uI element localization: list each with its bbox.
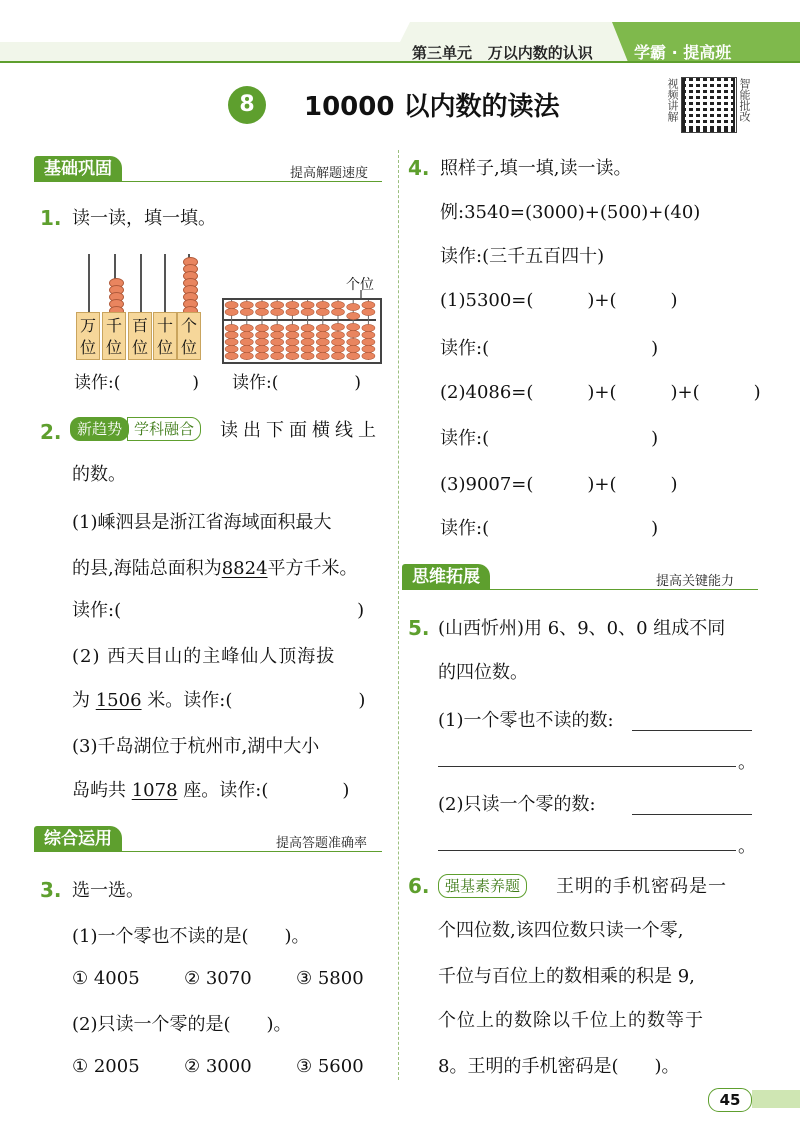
q2-text-1: 读出下面横线上 xyxy=(220,420,381,441)
suanpan-bead xyxy=(271,352,284,359)
suanpan-bead xyxy=(332,331,345,338)
qr-right-label: 智能批改 xyxy=(738,78,751,122)
number-8824: 8824 xyxy=(221,558,268,579)
q6-number: 6. xyxy=(408,874,430,898)
suanpan-bead xyxy=(362,338,375,345)
qr-code[interactable] xyxy=(681,77,737,133)
brand-label: 学霸 · 提高班 xyxy=(634,43,732,62)
number-1078: 1078 xyxy=(131,780,178,801)
suanpan-bead xyxy=(256,308,269,315)
suanpan-bead xyxy=(332,352,345,359)
q4-p3: (3)9007=( )+( ) xyxy=(440,474,678,495)
foundation-literacy-tag: 强基素养题 xyxy=(438,874,527,898)
suanpan-bead xyxy=(240,308,253,315)
suanpan-bead xyxy=(332,301,345,308)
q3-s1-option-2[interactable]: ② 3070 xyxy=(184,968,252,989)
q4-p3-read: 读作:( ) xyxy=(440,518,659,539)
q3-number: 3. xyxy=(40,878,62,902)
suanpan-bead xyxy=(256,352,269,359)
page-number: 45 xyxy=(708,1088,752,1112)
q2-number: 2. xyxy=(40,420,62,444)
suanpan-bead xyxy=(240,324,253,331)
suanpan-bead xyxy=(256,338,269,345)
suanpan-bead xyxy=(347,303,360,310)
suanpan-bead xyxy=(362,352,375,359)
suanpan-bead xyxy=(271,301,284,308)
suanpan-bead xyxy=(286,324,299,331)
suanpan-bead xyxy=(316,308,329,315)
subject-fusion-tag: 学科融合 xyxy=(127,417,201,441)
q4-p1: (1)5300=( )+( ) xyxy=(440,290,678,311)
section-extend-line xyxy=(402,589,758,590)
header-unit xyxy=(412,42,593,63)
suanpan-bead xyxy=(256,324,269,331)
suanpan-bead xyxy=(256,345,269,352)
suanpan-bead xyxy=(347,323,360,330)
new-trend-tag: 新趋势 xyxy=(70,417,129,441)
q5-number: 5. xyxy=(408,616,430,640)
section-extend-sub: 提高关键能力 xyxy=(656,574,735,589)
qr-left-label: 视频讲解 xyxy=(666,78,679,122)
q2-p3a: (3)千岛湖位于杭州市,湖中大小 xyxy=(72,736,320,757)
suanpan-bead xyxy=(347,345,360,352)
suanpan-bead xyxy=(240,301,253,308)
ones-label: 个位 xyxy=(346,277,374,293)
q3-s2-option-3[interactable]: ③ 5600 xyxy=(296,1056,364,1077)
suanpan-bead xyxy=(347,312,360,319)
section-extend-tag: 思维拓展 xyxy=(402,564,490,590)
suanpan-bead xyxy=(332,345,345,352)
suanpan-bead xyxy=(362,345,375,352)
suanpan-bead xyxy=(286,331,299,338)
q2-p2b: 为 1506 米。读作:( ) xyxy=(72,690,366,711)
q2-tags xyxy=(70,417,201,441)
suanpan-bead xyxy=(225,301,238,308)
suanpan-bead xyxy=(240,345,253,352)
suanpan-bead xyxy=(301,324,314,331)
q4-example-read: 读作:(三千五百四十) xyxy=(440,246,605,267)
suanpan-bead xyxy=(271,324,284,331)
suanpan-abacus xyxy=(218,270,388,366)
counting-abacus xyxy=(74,254,204,362)
suanpan-bead xyxy=(225,352,238,359)
q3-text: 选一选。 xyxy=(72,880,144,901)
q6-line3: 千位与百位上的数相乘的积是 9, xyxy=(438,966,695,987)
q4-example: 例:3540=(3000)+(500)+(40) xyxy=(440,202,701,223)
q5-s2-end: 。 xyxy=(738,836,756,857)
suanpan-bead xyxy=(286,352,299,359)
q1-number: 1. xyxy=(40,206,62,230)
suanpan-bead xyxy=(301,338,314,345)
suanpan-bead xyxy=(301,352,314,359)
place-tens: 十 位 xyxy=(153,312,177,360)
suanpan-bead xyxy=(301,308,314,315)
suanpan-bead xyxy=(316,324,329,331)
section-basic-tag: 基础巩固 xyxy=(34,156,122,182)
section-basic-sub: 提高解题速度 xyxy=(290,166,369,181)
suanpan-bead xyxy=(347,352,360,359)
place-ones: 个 位 xyxy=(177,312,201,360)
section-apply-sub: 提高答题准确率 xyxy=(276,836,368,851)
suanpan-bead xyxy=(316,338,329,345)
q4-number: 4. xyxy=(408,156,430,180)
section-apply-tag: 综合运用 xyxy=(34,826,122,852)
place-hundreds: 百 位 xyxy=(128,312,152,360)
q5-text-1: (山西忻州)用 6、9、0、0 组成不同 xyxy=(438,618,726,639)
q6-line5: 8。王明的手机密码是( )。 xyxy=(438,1056,680,1077)
suanpan-bead xyxy=(347,330,360,337)
section-apply-line xyxy=(34,851,382,852)
section-basic-line xyxy=(34,181,382,182)
q3-s2: (2)只读一个零的是( )。 xyxy=(72,1014,292,1035)
unit-title: 万以内数的认识 xyxy=(487,44,593,62)
suanpan-bead xyxy=(240,352,253,359)
suanpan-bead xyxy=(271,308,284,315)
place-ten-thousands: 万 位 xyxy=(76,312,100,360)
q1-read-b: 读作:( ) xyxy=(232,373,362,393)
suanpan-bead xyxy=(316,331,329,338)
suanpan-bead xyxy=(301,331,314,338)
q5-s1: (1)一个零也不读的数: xyxy=(438,710,614,731)
suanpan-bead xyxy=(271,345,284,352)
unit-label: 第三单元 xyxy=(412,44,473,62)
suanpan-bead xyxy=(271,331,284,338)
suanpan-bead xyxy=(332,323,345,330)
q2-p1a: (1)嵊泗县是浙江省海域面积最大 xyxy=(72,512,332,533)
suanpan-bead xyxy=(332,338,345,345)
q1-read-a: 读作:( ) xyxy=(74,373,200,393)
q5-s2-blank-2[interactable] xyxy=(438,850,736,851)
q5-s1-end: 。 xyxy=(738,752,756,773)
suanpan-bead xyxy=(301,301,314,308)
q5-s2: (2)只读一个零的数: xyxy=(438,794,596,815)
q3-s2-option-1[interactable]: ① 2005 xyxy=(72,1056,140,1077)
suanpan-bead xyxy=(362,324,375,331)
q6-line4: 个位上的数除以千位上的数等于 xyxy=(438,1010,704,1031)
lesson-number-badge: 8 xyxy=(228,86,266,124)
q2-text-2: 的数。 xyxy=(72,464,126,485)
q2-p3b: 岛屿共 1078 座。读作:( ) xyxy=(72,780,350,801)
q4-text: 照样子,填一填,读一读。 xyxy=(440,158,632,179)
suanpan-bead xyxy=(256,331,269,338)
suanpan-bead xyxy=(362,308,375,315)
q5-text-2: 的四位数。 xyxy=(438,662,528,683)
suanpan-bead xyxy=(240,331,253,338)
lesson-title: 10000 以内数的读法 xyxy=(304,92,560,122)
q2-p2a: (2) 西天目山的主峰仙人顶海拔 xyxy=(72,646,336,667)
suanpan-bead xyxy=(286,338,299,345)
suanpan-bead xyxy=(286,345,299,352)
q3-s2-option-2[interactable]: ② 3000 xyxy=(184,1056,252,1077)
q5-s2-blank[interactable] xyxy=(632,814,752,815)
suanpan-bead xyxy=(225,308,238,315)
page-number-bar xyxy=(752,1090,800,1108)
q3-s1-option-3[interactable]: ③ 5800 xyxy=(296,968,364,989)
suanpan-bead xyxy=(347,338,360,345)
suanpan-bead xyxy=(225,331,238,338)
q5-s1-blank-2[interactable] xyxy=(438,766,736,767)
suanpan-bead xyxy=(316,301,329,308)
suanpan-bead xyxy=(316,352,329,359)
q4-p2-read: 读作:( ) xyxy=(440,428,659,449)
suanpan-bead xyxy=(240,338,253,345)
q4-p1-read: 读作:( ) xyxy=(440,338,659,359)
suanpan-bead xyxy=(316,345,329,352)
q2-p1c: 读作:( ) xyxy=(72,600,365,621)
number-1506: 1506 xyxy=(95,690,142,711)
q1-text: 读一读，填一填。 xyxy=(72,208,216,229)
q3-s1-option-1[interactable]: ① 4005 xyxy=(72,968,140,989)
suanpan-bead xyxy=(362,331,375,338)
suanpan-bead xyxy=(301,345,314,352)
suanpan-bead xyxy=(286,301,299,308)
suanpan-bead xyxy=(225,324,238,331)
place-thousands: 千 位 xyxy=(102,312,126,360)
suanpan-bead xyxy=(225,345,238,352)
q5-s1-blank[interactable] xyxy=(632,730,752,731)
suanpan-bead xyxy=(256,301,269,308)
q4-p2: (2)4086=( )+( )+( ) xyxy=(440,382,761,403)
q3-s1: (1)一个零也不读的是( )。 xyxy=(72,926,310,947)
suanpan-bead xyxy=(271,338,284,345)
column-divider xyxy=(398,150,399,1080)
suanpan-bead xyxy=(225,338,238,345)
suanpan-bead xyxy=(286,308,299,315)
suanpan-beads xyxy=(224,300,380,362)
q6-line2: 个四位数,该四位数只读一个零, xyxy=(438,920,684,941)
q6-line1: 王明的手机密码是一 xyxy=(556,876,727,897)
q2-p1b: 的县,海陆总面积为8824平方千米。 xyxy=(72,558,358,579)
suanpan-bead xyxy=(362,301,375,308)
suanpan-bead xyxy=(332,308,345,315)
